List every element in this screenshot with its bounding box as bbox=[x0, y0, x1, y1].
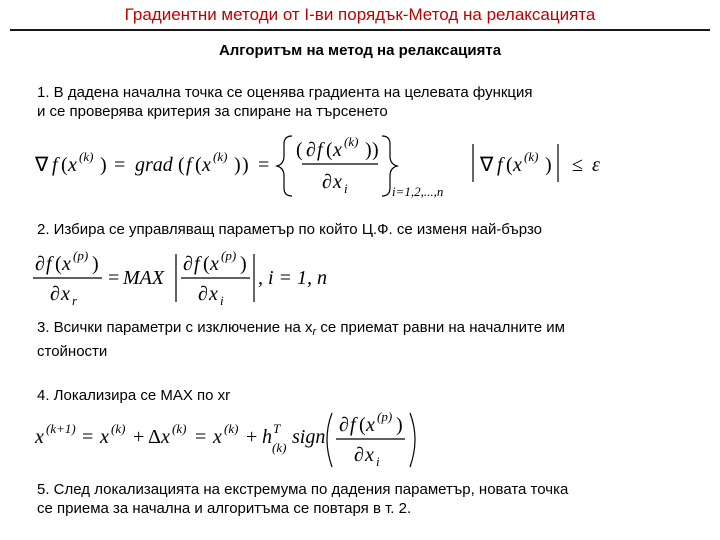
svg-text:=: = bbox=[114, 154, 126, 176]
svg-text:x: x bbox=[333, 171, 342, 193]
svg-text:x: x bbox=[68, 154, 77, 176]
svg-text:=: = bbox=[195, 426, 207, 448]
svg-text:x: x bbox=[366, 414, 375, 436]
svg-text:f: f bbox=[46, 253, 52, 275]
svg-text:∂: ∂ bbox=[354, 444, 364, 466]
svg-text:x: x bbox=[35, 426, 44, 448]
svg-text:x: x bbox=[210, 253, 219, 275]
svg-text:f: f bbox=[52, 154, 58, 176]
svg-text:x: x bbox=[209, 283, 218, 305]
slide-subtitle: Алгоритъм на метод на релаксацията bbox=[218, 42, 502, 59]
step-3-text bbox=[37, 318, 565, 361]
step-4-text: 4. Локализира се MAX по xr bbox=[37, 387, 231, 404]
svg-text:(: ( bbox=[359, 414, 366, 436]
svg-text:f: f bbox=[194, 253, 200, 275]
title-divider bbox=[10, 29, 710, 31]
svg-text:∂: ∂ bbox=[183, 253, 193, 275]
svg-text:T: T bbox=[273, 421, 281, 436]
step-2-text: 2. Избира се управляващ параметър по който Ц.Ф. се изменя най-бързо bbox=[37, 221, 543, 238]
svg-text:x: x bbox=[213, 426, 222, 448]
left-brace bbox=[277, 136, 292, 196]
index-range: i=1,2,...,n bbox=[392, 184, 444, 199]
svg-text:∇: ∇ bbox=[480, 154, 494, 176]
svg-text:∂: ∂ bbox=[339, 414, 349, 436]
svg-text:f: f bbox=[350, 414, 356, 436]
svg-text:(k): (k) bbox=[272, 440, 287, 455]
gradient-formula bbox=[30, 128, 670, 208]
svg-text:(k): (k) bbox=[344, 134, 359, 149]
svg-text:): ) bbox=[545, 154, 552, 176]
svg-text:(p): (p) bbox=[73, 248, 89, 263]
step-3-line-1: 3. Всички параметри с изключение на $x_r$ се приемат равни на началните им bbox=[37, 319, 565, 338]
svg-text:x: x bbox=[161, 426, 170, 448]
svg-text:): ) bbox=[365, 139, 372, 161]
svg-text:Δ: Δ bbox=[148, 426, 161, 448]
svg-text:): ) bbox=[396, 414, 403, 436]
svg-text:(: ( bbox=[203, 253, 210, 275]
leq-symbol: ≤ bbox=[572, 154, 583, 176]
svg-text:f: f bbox=[186, 154, 192, 176]
svg-text:i: i bbox=[344, 181, 348, 196]
svg-text:∂: ∂ bbox=[50, 283, 60, 305]
svg-text:∂: ∂ bbox=[198, 283, 208, 305]
svg-text:+: + bbox=[246, 426, 258, 448]
sign-function: sign bbox=[292, 426, 326, 448]
svg-text:(k): (k) bbox=[79, 149, 94, 164]
update-formula bbox=[30, 405, 430, 473]
svg-text:(: ( bbox=[178, 154, 185, 176]
svg-text:+: + bbox=[133, 426, 145, 448]
svg-text:x: x bbox=[365, 444, 374, 466]
svg-text:x: x bbox=[62, 253, 71, 275]
svg-text:r: r bbox=[72, 293, 78, 308]
svg-text:=: = bbox=[82, 426, 94, 448]
svg-text:(k): (k) bbox=[172, 421, 187, 436]
svg-text:): ) bbox=[240, 253, 247, 275]
step-5-line-1: 5. След локализацията на екстремума по дадения параметър, новата точка bbox=[37, 481, 569, 498]
svg-text:(: ( bbox=[296, 139, 303, 161]
svg-text:∂: ∂ bbox=[306, 139, 316, 161]
svg-text:(k): (k) bbox=[524, 149, 539, 164]
step-5-line-2: се приема за начална и алгоритъма се повтаря в т. 2. bbox=[37, 500, 412, 517]
svg-text:x: x bbox=[513, 154, 522, 176]
svg-text:=: = bbox=[258, 154, 270, 176]
svg-text:=: = bbox=[108, 267, 120, 289]
svg-text:(k): (k) bbox=[111, 421, 126, 436]
svg-text:f: f bbox=[497, 154, 503, 176]
svg-text:x: x bbox=[61, 283, 70, 305]
svg-text:): ) bbox=[242, 154, 249, 176]
index-range: , i = 1, n bbox=[258, 267, 328, 289]
step-1-line-1: 1. В дадена начална точка се оценява градиента на целевата функция bbox=[37, 84, 533, 101]
svg-text:(k): (k) bbox=[224, 421, 239, 436]
svg-text:): ) bbox=[100, 154, 107, 176]
slide-title: Градиентни методи от I-ви порядък-Метод на релаксацията bbox=[124, 5, 596, 24]
max-operator: MAX bbox=[123, 267, 165, 289]
step-3-line-2: стойности bbox=[37, 343, 108, 360]
svg-text:i: i bbox=[220, 293, 224, 308]
svg-text:(: ( bbox=[61, 154, 68, 176]
svg-text:x: x bbox=[202, 154, 211, 176]
svg-text:(p): (p) bbox=[221, 248, 237, 263]
svg-text:i: i bbox=[376, 454, 380, 469]
svg-text:(: ( bbox=[55, 253, 62, 275]
step-5-text bbox=[37, 480, 568, 518]
svg-text:(: ( bbox=[506, 154, 513, 176]
svg-text:x: x bbox=[333, 139, 342, 161]
svg-text:): ) bbox=[234, 154, 241, 176]
svg-text:(p): (p) bbox=[377, 409, 393, 424]
svg-text:∂: ∂ bbox=[35, 253, 45, 275]
nabla-symbol: ∇ bbox=[35, 154, 49, 176]
svg-text:f: f bbox=[317, 139, 323, 161]
grad-operator: grad bbox=[135, 154, 173, 176]
svg-text:x: x bbox=[100, 426, 109, 448]
step-1-line-2: и се проверява критерия за спиране на търсенето bbox=[37, 103, 388, 120]
parameter-selection-formula bbox=[30, 246, 350, 308]
svg-text:(k): (k) bbox=[213, 149, 228, 164]
svg-text:(k+1): (k+1) bbox=[46, 421, 76, 436]
svg-text:(: ( bbox=[195, 154, 202, 176]
svg-text:h: h bbox=[262, 426, 272, 448]
epsilon-symbol: ε bbox=[592, 154, 600, 176]
svg-text:): ) bbox=[372, 139, 379, 161]
svg-text:∂: ∂ bbox=[322, 171, 332, 193]
svg-text:): ) bbox=[92, 253, 99, 275]
svg-text:(: ( bbox=[326, 139, 333, 161]
step-1-text bbox=[37, 83, 533, 121]
